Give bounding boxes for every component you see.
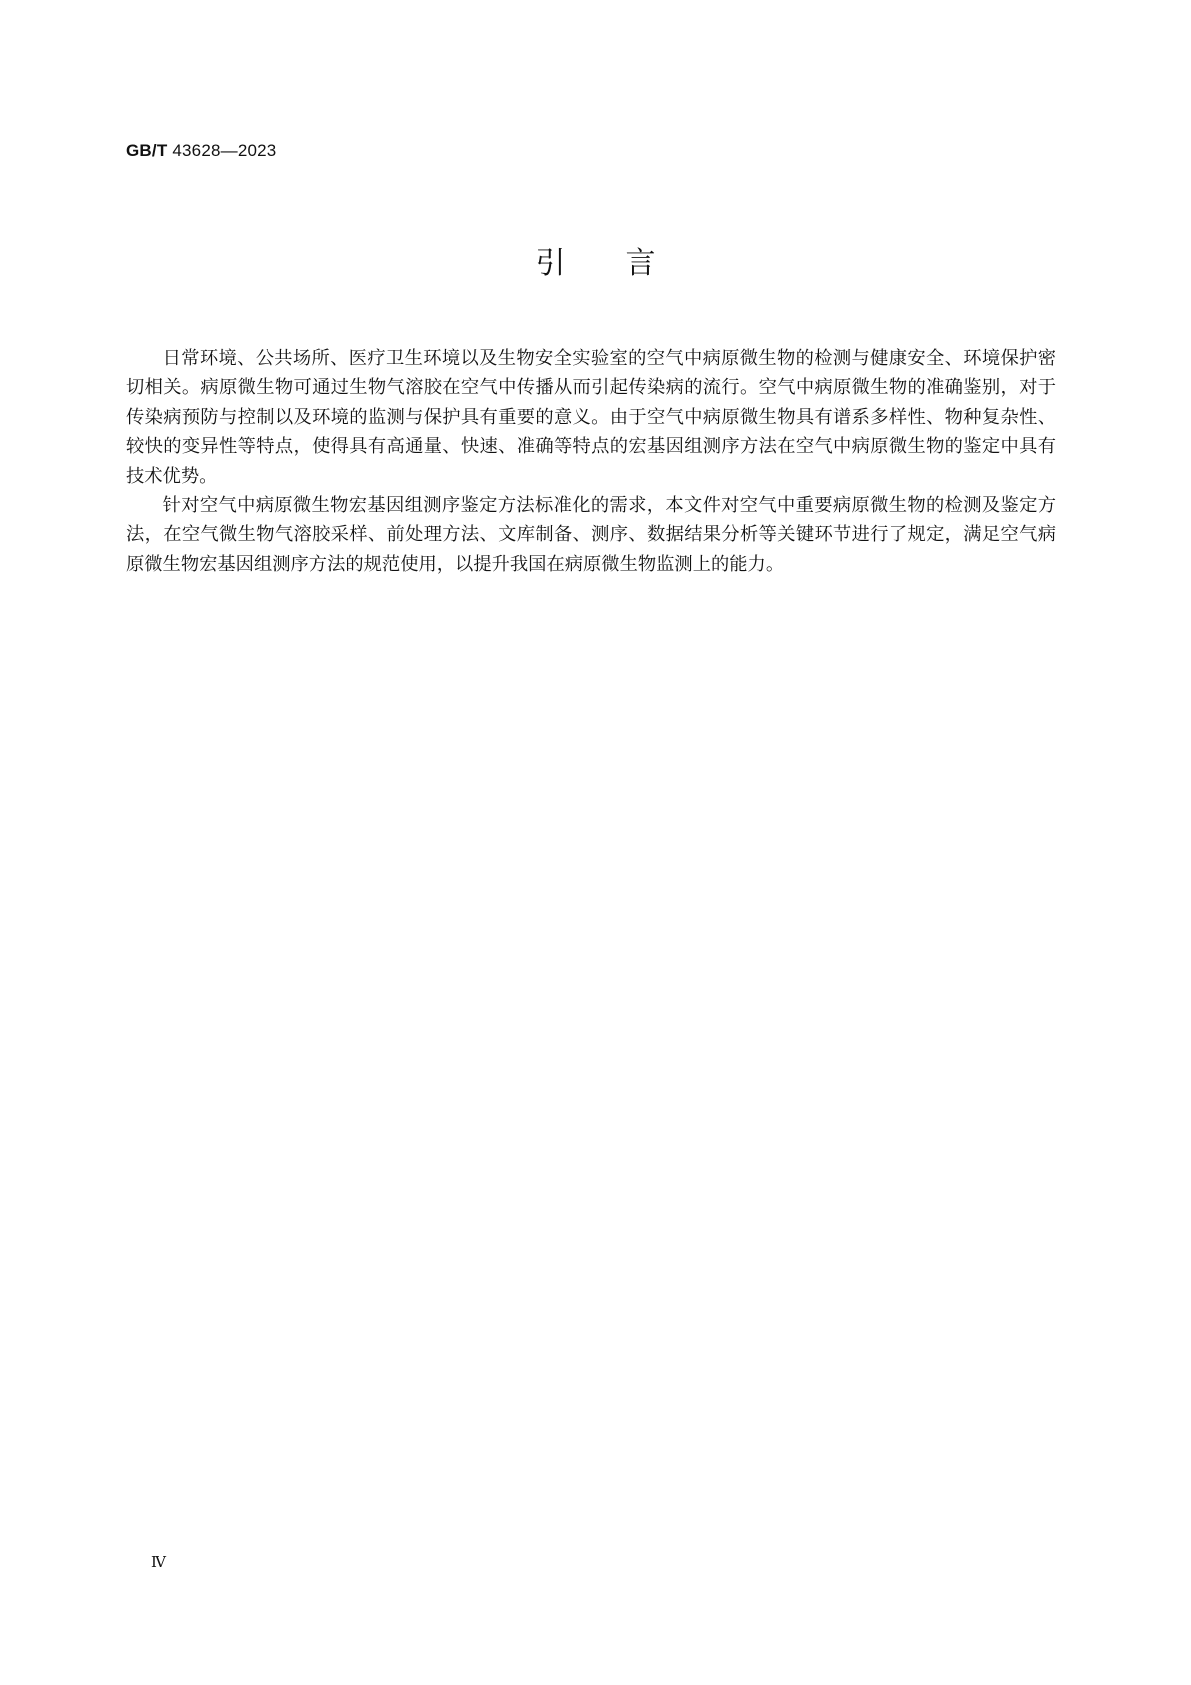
standard-code-number: 43628—2023 bbox=[172, 141, 277, 160]
introduction-body bbox=[126, 344, 1056, 579]
standard-code-prefix: GB/T bbox=[126, 141, 168, 160]
page-number: Ⅳ bbox=[151, 1555, 166, 1571]
page-title bbox=[0, 245, 1191, 283]
title-char-1: 引 bbox=[535, 246, 566, 281]
standard-code bbox=[126, 141, 276, 161]
paragraph-1: 日常环境、公共场所、医疗卫生环境以及生物安全实验室的空气中病原微生物的检测与健康安全、环境保护密切相关。病原微生物可通过生物气溶胶在空气中传播从而引起传染病的流行。空气中病原微生物的准确鉴别，对于传染病预防与控制以及环境的监测与保护具有重要的意义。由于空气中病原微生物具有谱系多样性、物种复杂性、较快的变异性等特点，使得具有高通量、快速、准确等特点的宏基因组测序方法在空气中病原微生物的鉴定中具有技术优势。 bbox=[126, 348, 1056, 487]
paragraph-2: 针对空气中病原微生物宏基因组测序鉴定方法标准化的需求，本文件对空气中重要病原微生物的检测及鉴定方法，在空气微生物气溶胶采样、前处理方法、文库制备、测序、数据结果分析等关键环节进行了规定，满足空气病原微生物宏基因组测序方法的规范使用，以提升我国在病原微生物监测上的能力。 bbox=[126, 495, 1056, 575]
title-char-2: 言 bbox=[625, 246, 656, 281]
